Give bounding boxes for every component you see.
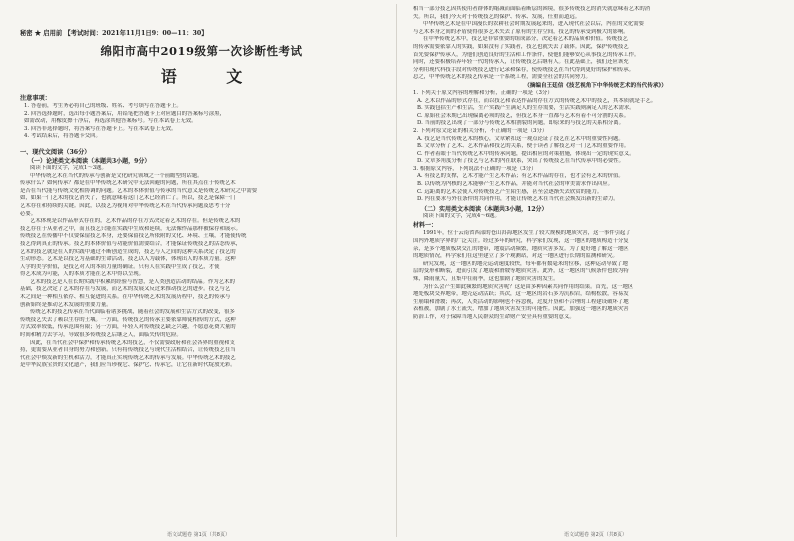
text-line: 如，如果一门艺术的技艺消失了，也就意味着这门艺术已经消亡了。所以，技艺是保障一门 [20, 195, 236, 202]
text-line: 的地质情况，科学家们在这里建立了多个观测站，对这一地区进行长期的监测和研究。 [413, 253, 618, 260]
passage-continued [413, 6, 778, 82]
text-line: 基础，技艺决定了艺术的存在与发展，而艺术的发展又反过来推动技艺的进步。技艺与艺 [20, 286, 231, 293]
sub-heading: （二）实用类文本阅读（本题共3小题，12分） [421, 205, 548, 213]
passage-text [20, 165, 383, 370]
text-line: 是中华民族宝贵的文化遗产，我们应当珍视它、保护它、传承它，让它在新时代绽放光彩。 [20, 362, 236, 369]
notice-item: 1. 答卷前，考生务必将自己的班级、姓名、考号填写在答题卡上。 [24, 103, 182, 109]
text-line: 地处板块交界地带，地壳运动活跃；其次，这一地区的岩石多为沉积岩，结构松散，容易发 [413, 291, 629, 298]
question-option: D. 内在要求与外在条件的共同作用，才能让传统艺术在当代社会焕发出新的生命力。 [417, 196, 619, 203]
text-line: 中华传统艺术是在中国漫长的农耕社会时期发展起来的，进入现代社会以后，内在的文化需要 [423, 21, 645, 28]
sub-heading: （一）论述类文本阅读（本题共3小题，9分） [28, 157, 151, 165]
text-line: 因此，在当代社会中保护和传承传统艺术的技艺，不仅需要政府和社会各界的重视和支 [30, 339, 235, 346]
text-line: 总之，中华传统艺术的技艺传承是一个系统工程，需要全社会的共同努力。 [413, 74, 591, 81]
right-page [397, 0, 794, 541]
question-line: 3. 根据原文内容，下列说法不正确的一项是（3分） [413, 165, 537, 172]
text-line: 同时，还要积极培养年轻一代的传承人，让传统技艺后继有人。在此基础上，我们还应该充 [413, 59, 629, 66]
question-option: B. 实践包括生产和生活，生产实践产生满足人的生存需要，生活实践则满足人的艺术需求。 [417, 105, 635, 112]
text-line: 表植被，加剧了水土流失，增加了地质灾害发生的可能性。因此，加强这一地区的地质灾害 [413, 306, 629, 313]
text-line: 1991年，位于云南省西部的苍山洱海地区发生了较大规模的地质灾害，这一事件引起了 [423, 230, 631, 237]
text-line: 的传承需要依靠人的实践，如果没有了实践者，技艺也就失去了载体。因此，保护传统技艺 [413, 43, 629, 50]
notice-item: 2. 回答选择题时，选出每小题答案后，用铅笔把答题卡上对应题目的答案标号涂黑， [24, 110, 225, 117]
text-line: 传统技艺失去了赖以生存的土壤。一方面，传统技艺的传承主要依靠师徒相传的方式，这种 [20, 316, 236, 323]
notice-item: 4. 考试结束后，将答题卡交回。 [24, 133, 101, 140]
text-line: 防治工作，对于保障当地人民群众的生命财产安全具有重要的意义。 [413, 313, 575, 320]
question-line: 2. 下列对原文论证的相关分析，不正确的一项是（3分） [413, 127, 548, 134]
text-line: 代社会中焕发新的生机和活力，才能真正实现传统艺术的传承与发展。中华传统艺术的技艺 [20, 354, 236, 361]
material-heading: 材料一： [413, 222, 438, 230]
text-line: 方式效率较低，传承范围有限；另一方面，年轻人对传统技艺缺乏兴趣，不愿意花费大量的 [20, 324, 236, 331]
material-text [413, 230, 778, 321]
text-line: 研究发现，这一地区的地壳运动速度较快，每年都有数毫米的位移，这种运动导致了地 [423, 260, 628, 267]
text-line: 首先要保护传承人，为他们创造良好的生活和工作条件，使他们能够安心从事技艺的传承工作。 [413, 51, 640, 58]
text-line: 艺术的技艺是人在长期实践中积累的经验与智慧，是人类创造活动的结晶。作为艺术的 [30, 278, 235, 285]
page-footer: 语文试题卷 第1页（共8页） [167, 532, 230, 538]
notice-item: 如需改动，用橡皮擦干净后，再选涂其他答案标号。写在本试卷上无效。 [24, 118, 197, 125]
text-line: 层的变形和断裂，进而引发了地震和滑坡等地质灾害。此外，这一地区的气候条件也较为特 [413, 268, 629, 275]
text-line: 失。所以，我们今天对于传统技艺的保护、传承、发展，任重而道远。 [413, 13, 581, 20]
question-option: B. 以传统为内核的艺术能够产生艺术作品，并能对当代社会的审美需求作出回应。 [417, 181, 614, 188]
section-heading: 一、现代文阅读（36分） [20, 148, 91, 156]
text-line: 人学的美学价值，是技艺对人的本质力量的确证。只有人在实践中生成了技艺，才使 [20, 263, 220, 270]
text-line: 阅读下面的文字，完成1～3题。 [30, 164, 107, 171]
text-line: 术之间是一种相互依存、相互促进的关系。在中华传统艺术的发展历程中，技艺的传承与 [20, 294, 231, 301]
text-line: 艺术的技艺就是在人的实践中通过不断创造生成的，技艺与人之间的这种关系决定了技艺的 [20, 248, 236, 255]
notice-block [20, 93, 383, 141]
text-line: 阅读下面的文字，完成4～6题。 [423, 212, 500, 219]
question-option: A. 有技艺的支撑，艺术才能产生艺术作品；有艺术作品的存在，也才会有艺术的价值。 [417, 173, 624, 180]
text-line: 创新始终是推动艺术发展的重要力量。 [20, 301, 112, 308]
text-line: 杂，是多个地质板块交汇的地带，地震活动频繁，地质灾害多发。为了更好地了解这一地区 [413, 245, 629, 252]
question-line: 1. 下列关于原文内容的理解和分析，正确的一项是（3分） [413, 89, 553, 96]
subject-title: 语 文 [160, 67, 265, 86]
text-line: 传统技艺在传播中不仅要保留技艺本身，还要保留技艺所依附的文化、环境、土壤，才能使传统 [20, 233, 247, 240]
text-line: 殊，降雨量大，且集中在雨季，这也加剧了地质灾害的发生。 [413, 276, 559, 282]
text-line: 分利用现代科技手段对传统技艺进行记录和保存，使传统技艺在当代得到更好的保护和传承。 [413, 66, 635, 73]
text-line: 中华传统艺术在当代的传承与创新是文化研究领域之一个前瞻型的话题。 [30, 172, 203, 179]
question-option: B. 文章分析了艺术、艺术作品和技艺的关系，便于读者了解技艺对一门艺术的重要作用。 [417, 143, 630, 150]
notice-item: 3. 回答非选择题时，将答案写在答题卡上。写在本试卷上无效。 [24, 125, 177, 132]
text-line: 传统艺术的技艺传承在当代面临着诸多挑战，随着社会的发展和生活方式的改变，很多 [30, 309, 235, 316]
text-line: 相当一部分技艺因其使用者群体的缩减而面临着断层的困境，很多传统技艺的消失就意味着艺术的消 [413, 6, 651, 12]
notice-heading: 注意事项： [20, 95, 51, 102]
question-option: A. 艺术以作品的形式存在，而以技艺和表达作品的存在方式的传统艺术中的技艺，其本质就是手艺。 [417, 97, 657, 104]
secret-label: 秘密 ★ 启用前 【考试时间：2021年11月1日9：00—11：30】 [20, 30, 208, 37]
text-line: 为什么会产生如此频繁的地质灾害呢？这是由多种因素共同作用的结果。首先，这一地区 [423, 283, 634, 290]
question-option: A. 技艺是当代传统艺术的核心，文章紧扣这一观点论证了技艺在艺术中的重要性问题。 [417, 135, 624, 142]
text-line: 技艺得到真正的传承。技艺的本体价值与功能价值需要结合，才能保证传统技艺的活态传承， [20, 240, 242, 247]
text-line: 艺术存在和持续的关键。因此，以技艺为视角对中华传统艺术在当代传承问题及思考十分 [20, 202, 231, 209]
page-footer: 语文试题卷 第2页（共8页） [564, 532, 627, 538]
text-line: 持，更需要从业者自身的努力和创新。只有将传统技艺与现代生活相结合，让传统技艺在当 [20, 347, 236, 354]
source-citation: （摘编自王廷信《技艺视角下中华传统艺术的当代传承》） [524, 82, 667, 89]
text-line: 是否在当代能与传统文化相协调的问题。艺术的本体价值与传承的当代意义是传统艺术研究之中需要 [20, 187, 258, 194]
exam-title: 绵阳市高中2019级第一次诊断性考试 [100, 44, 303, 58]
text-line: 生崩塌和滑坡；再次，人类活动的影响也不容忽视，过度开垦和不合理的工程建设破坏了地 [413, 298, 629, 305]
question-option: C. 原始社会末期已出现偏离必须的技艺，但技艺本身一直都与艺术有着不可分割的关系。 [417, 112, 630, 119]
text-line: 得艺术成为可能，人的本质才能在艺术中得以呈现。 [20, 271, 144, 278]
text-line: 技艺存在于从业者之中，而且技艺只能在实践中生成和延续，无法像作品那样被保存和展示。 [20, 225, 242, 232]
text-line: 必要。 [20, 210, 37, 217]
question-option: D. 当前的技艺出现了一部分与传统艺术相割裂的问题，即原来的与技艺的关系相分离。 [417, 120, 625, 127]
text-line: 艺术体现是以作品形式存在的，艺术作品的存在方式决定着艺术的存在。但是传统艺术的 [30, 218, 241, 225]
text-line: 生动形态。艺术是以技艺为基础的生命活动，技艺以人为载体，体现出人的本质力量。这种 [20, 256, 236, 263]
text-line: 时间和精力去学习，导致很多传统技艺后继乏人，面临失传的危险。 [20, 332, 182, 339]
question-option: C. 远距离的艺术会使人对传统技艺产生陌生感，甚至会逐渐失去欣赏的能力。 [417, 188, 603, 195]
question-option: D. 文章多角度分析了技艺与艺术的内在联系，突出了传统技艺在当代传承中的必要性。 [417, 158, 625, 165]
question-option: C. 作者着眼于当代传统艺术中的传承问题，提出相应的对策措施，体现出一定的现实意义。 [417, 150, 635, 157]
text-line: 国内外地质学界的广泛关注。经过多年的研究，科学家们发现，这一地区的地质构造十分复 [413, 238, 629, 245]
text-line: 在中华传统艺术中，技艺是非常重要的组成部分，决定着艺术的品质和价值。传统技艺 [423, 36, 628, 43]
text-line: 与艺术本身之间的矛盾使得很多艺术失去了原有的生存空间，技艺的传承受到极大的影响。 [413, 28, 629, 35]
text-line: 传承什么？如何传承？都是在中华传统艺术研究中无法回避的问题，所在其点在于传统艺术 [20, 180, 236, 187]
questions-block [413, 90, 778, 204]
